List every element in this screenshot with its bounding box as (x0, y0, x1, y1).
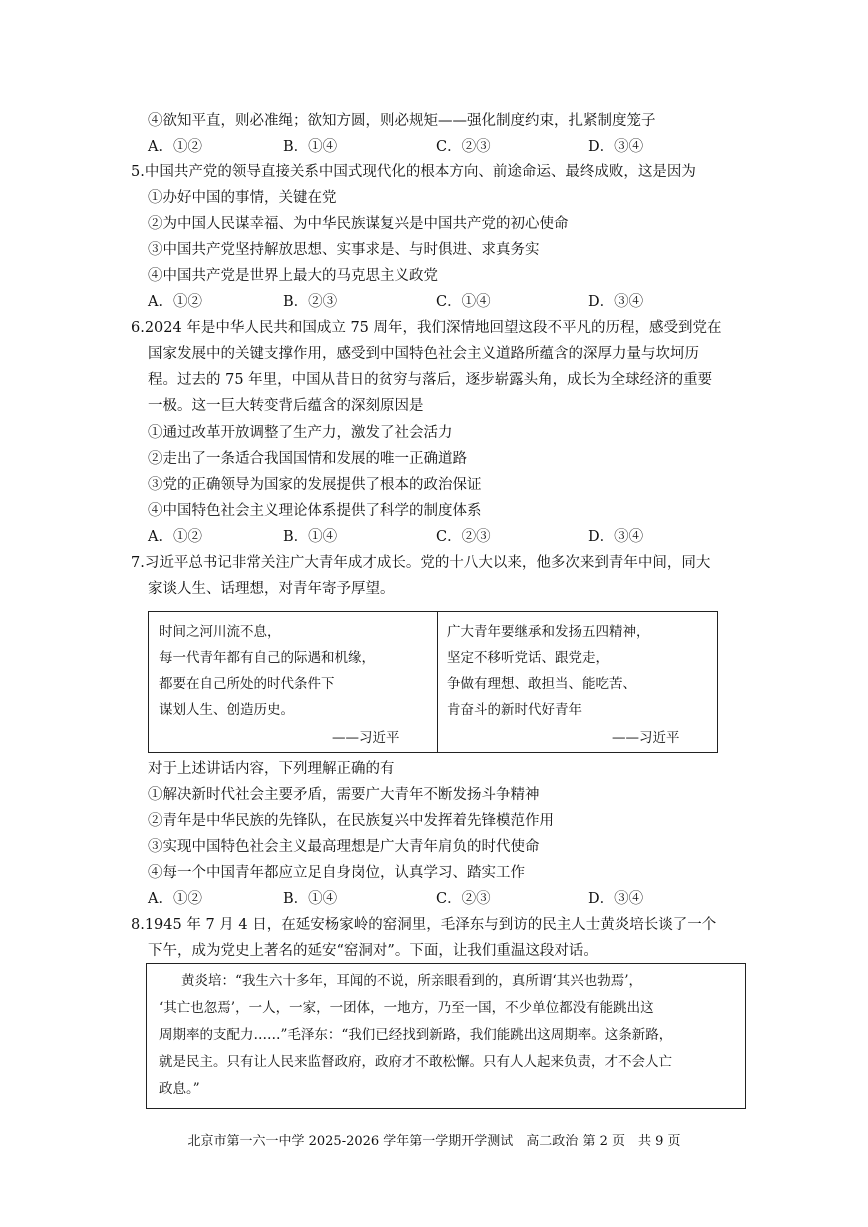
quote-left-line: 每一代青年都有自己的际遇和机缘， (159, 650, 375, 666)
q6-option-a: A．①② (148, 529, 202, 545)
dialogue-line: ‘其亡也忽焉’，一人，一家，一团体，一地方，乃至一国，不少单位都没有能跳出这 (159, 1000, 654, 1016)
q5-item-2: ②为中国人民谋幸福、为中华民族谋复兴是中国共产党的初心使命 (148, 216, 569, 232)
q7-quote-table (148, 611, 718, 753)
q6-option-c: C．②③ (436, 529, 491, 545)
quote-right-line: 争做有理想、敢担当、能吃苦、 (447, 676, 636, 692)
quote-right-signature: ——习近平 (612, 730, 680, 746)
quote-right-line: 肯奋斗的新时代好青年 (447, 702, 582, 718)
q7-options (148, 889, 708, 909)
q6-item-1: ①通过改革开放调整了生产力，激发了社会活力 (148, 425, 453, 441)
prev-option-b: B．①④ (283, 139, 338, 155)
q8-stem-line-1: 8.1945 年 7 月 4 日，在延安杨家岭的窑洞里，毛泽东与到访的民主人士黄炎培长谈了一个 (131, 917, 717, 933)
quote-right-line: 坚定不移听党话、跟党走， (447, 650, 609, 666)
q7-stem-line-1: 7.习近平总书记非常关注广大青年成才成长。党的十八大以来，他多次来到青年中间，同大 (131, 555, 711, 571)
prev-option-d: D．③④ (588, 139, 644, 155)
dialogue-line: 黄炎培：“我生六十多年，耳闻的不说，所亲眼看到的，真所谓‘其兴也勃焉’， (181, 973, 642, 989)
q7-item-1: ①解决新时代社会主要矛盾，需要广大青年不断发扬斗争精神 (148, 787, 540, 803)
q7-item-3: ③实现中国特色社会主义最高理想是广大青年肩负的时代使命 (148, 839, 540, 855)
q5-option-a: A．①② (148, 294, 202, 310)
prev-option-c: C．②③ (436, 139, 491, 155)
prev-options (148, 137, 708, 157)
q5-item-1: ①办好中国的事情，关键在党 (148, 190, 337, 206)
q6-stem-line-1: 6.2024 年是中华人民共和国成立 75 周年，我们深情地回望这段不平凡的历程，感受到党在 (131, 320, 722, 336)
q5-item-4: ④中国共产党是世界上最大的马克思主义政党 (148, 268, 438, 284)
dialogue-line: 政息。” (159, 1081, 200, 1097)
q6-stem-line-4: 一极。这一巨大转变背后蕴含的深刻原因是 (148, 398, 424, 414)
q7-item-4: ④每一个中国青年都应立足自身岗位，认真学习、踏实工作 (148, 865, 525, 881)
q7-prompt: 对于上述讲话内容，下列理解正确的有 (148, 761, 395, 777)
q6-item-3: ③党的正确领导为国家的发展提供了根本的政治保证 (148, 477, 482, 493)
q6-options (148, 527, 708, 547)
q8-stem-line-2: 下午，成为党史上著名的延安“窑洞对”。下面，让我们重温这段对话。 (148, 943, 598, 959)
dialogue-line: 就是民主。只有让人民来监督政府，政府才不敢松懈。只有人人起来负责，才不会人亡 (159, 1054, 672, 1070)
q5-item-3: ③中国共产党坚持解放思想、实事求是、与时俱进、求真务实 (148, 242, 540, 258)
page-footer: 北京市第一六一中学 2025-2026 学年第一学期开学测试 高二政治 第 2 页 共 9 页 (187, 1134, 681, 1149)
q5-option-d: D．③④ (588, 294, 644, 310)
quote-left-line: 谋划人生、创造历史。 (159, 702, 294, 718)
q7-stem-line-2: 家谈人生、话理想，对青年寄予厚望。 (148, 581, 395, 597)
q5-option-c: C．①④ (436, 294, 491, 310)
q6-option-b: B．①④ (283, 529, 338, 545)
q7-option-a: A．①② (148, 891, 202, 907)
prev-item-4: ④欲知平直，则必准绳；欲知方圆，则必规矩——强化制度约束，扎紧制度笼子 (148, 113, 656, 129)
quote-divider (437, 612, 438, 752)
q5-options (148, 292, 708, 312)
prev-option-a: A．①② (148, 139, 202, 155)
quote-left-line: 都要在自己所处的时代条件下 (159, 676, 335, 692)
q5-option-b: B．②③ (283, 294, 338, 310)
q6-stem-line-3: 程。过去的 75 年里，中国从昔日的贫穷与落后，逐步崭露头角，成长为全球经济的重要 (148, 372, 713, 388)
q7-option-b: B．①④ (283, 891, 338, 907)
q6-item-4: ④中国特色社会主义理论体系提供了科学的制度体系 (148, 503, 482, 519)
q7-option-c: C．②③ (436, 891, 491, 907)
q5-stem: 5.中国共产党的领导直接关系中国式现代化的根本方向、前途命运、最终成败，这是因为 (131, 164, 696, 180)
q6-option-d: D．③④ (588, 529, 644, 545)
q6-item-2: ②走出了一条适合我国国情和发展的唯一正确道路 (148, 451, 467, 467)
quote-right-line: 广大青年要继承和发扬五四精神， (447, 624, 650, 640)
q7-option-d: D．③④ (588, 891, 644, 907)
dialogue-line: 周期率的支配力……”毛泽东：“我们已经找到新路，我们能跳出这周期率。这条新路， (159, 1027, 673, 1043)
q8-dialogue-box (146, 963, 746, 1109)
quote-left-line: 时间之河川流不息， (159, 624, 281, 640)
quote-left-signature: ——习近平 (332, 730, 400, 746)
q7-item-2: ②青年是中华民族的先锋队，在民族复兴中发挥着先锋模范作用 (148, 813, 554, 829)
q6-stem-line-2: 国家发展中的关键支撑作用，感受到中国特色社会主义道路所蕴含的深厚力量与坎坷历 (148, 346, 699, 362)
